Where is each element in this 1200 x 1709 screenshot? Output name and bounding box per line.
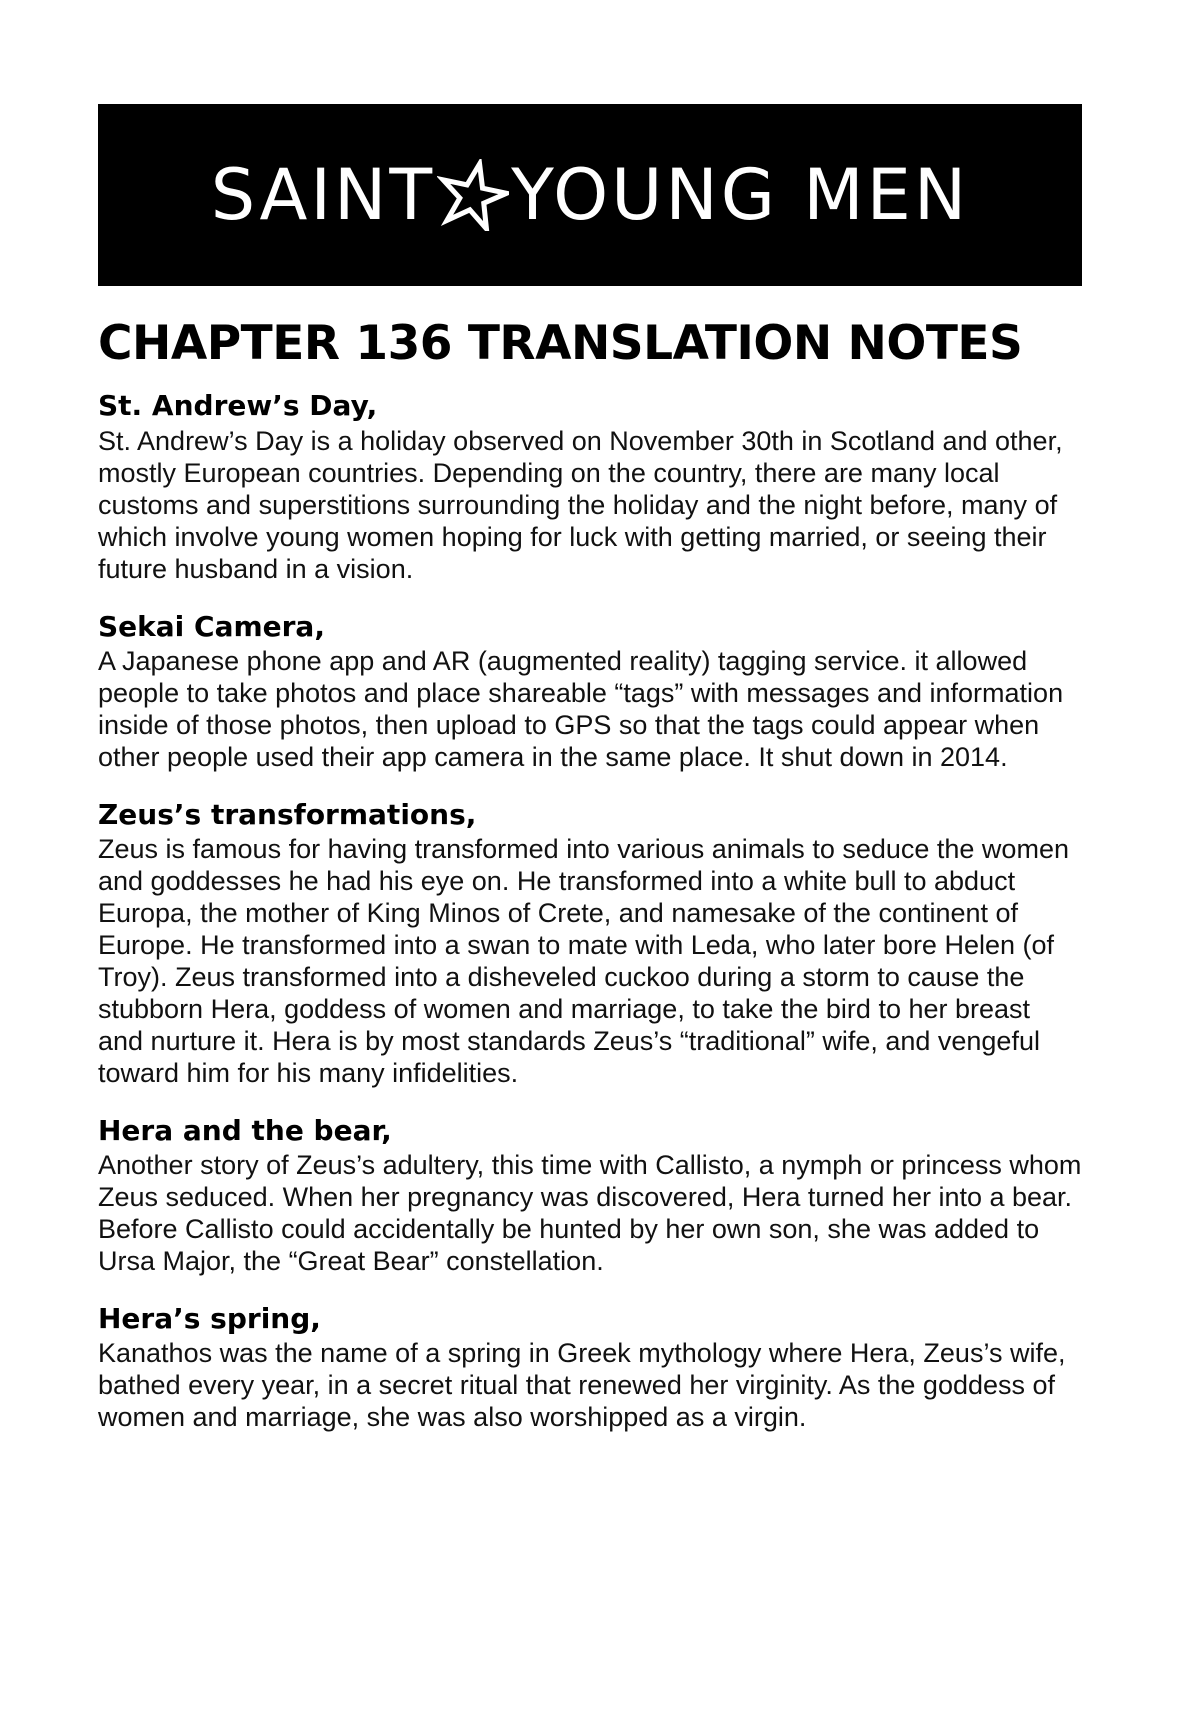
- note-sekai-camera: [98, 611, 1082, 773]
- note-body: Kanathos was the name of a spring in Greek mythology where Hera, Zeus’s wife, bathed every year, in a secret ritual that renewed her virginity. As the goddess of women and marriage, she was also worshipped as a virgin.: [98, 1338, 1066, 1433]
- document-title: CHAPTER 136 TRANSLATION NOTES: [98, 316, 1023, 371]
- note-body: St. Andrew’s Day is a holiday observed on November 30th in Scotland and other, mostly European countries. Depending on the country, there are many local customs and superstitions surrounding the holiday and the night before, many of which involve young women hoping for luck with getting married, or seeing their future husband in a vision.: [98, 425, 1063, 584]
- note-zeus-transformations: [98, 799, 1082, 1089]
- note-term: Hera’s spring,: [98, 1302, 321, 1336]
- note-body: A Japanese phone app and AR (augmented reality) tagging service. it allowed people to take photos and place shareable “tags” with messages and information inside of those photos, then upload to GPS so that the tags could appear when other people used their app camera in the same place. It shut down in 2014.: [98, 645, 1064, 772]
- note-hera-and-the-bear: [98, 1115, 1082, 1277]
- note-term: St. Andrew’s Day,: [98, 389, 378, 423]
- note-body: Another story of Zeus’s adultery, this time with Callisto, a nymph or princess whom Zeus seduced. When her pregnancy was discovered, Hera turned her into a bear. Before Callisto could accidentally be hunted by her own son, she was added to Ursa Major, the “Great Bear” constellation.: [98, 1150, 1082, 1277]
- document-page: [98, 104, 1082, 1433]
- title-banner: [98, 104, 1082, 286]
- note-body: Zeus is famous for having transformed into various animals to seduce the women and goddesses he had his eye on. He transformed into a white bull to abduct Europa, the mother of King Minos of Crete, and namesake of the continent of Europe. He transformed into a swan to mate with Leda, who later bore Helen (of Troy). Zeus transformed into a disheveled cuckoo during a storm to cause the stubborn Hera, goddess of women and marriage, to take the bird to her breast and nurture it. Hera is by most standards Zeus’s “traditional” wife, and vengeful toward him for his many infidelities.: [98, 833, 1069, 1088]
- notes-list: [98, 390, 1082, 1433]
- logo-text-right: YOUNG MEN: [511, 154, 970, 236]
- note-term: Zeus’s transformations,: [98, 797, 477, 831]
- note-st-andrews-day: [98, 390, 1082, 584]
- note-term: Hera and the bear,: [98, 1113, 392, 1147]
- star-icon: [437, 159, 509, 231]
- series-logo: [210, 154, 970, 236]
- note-term: Sekai Camera,: [98, 609, 325, 643]
- logo-text-left: SAINT: [210, 154, 436, 236]
- note-heras-spring: [98, 1303, 1082, 1433]
